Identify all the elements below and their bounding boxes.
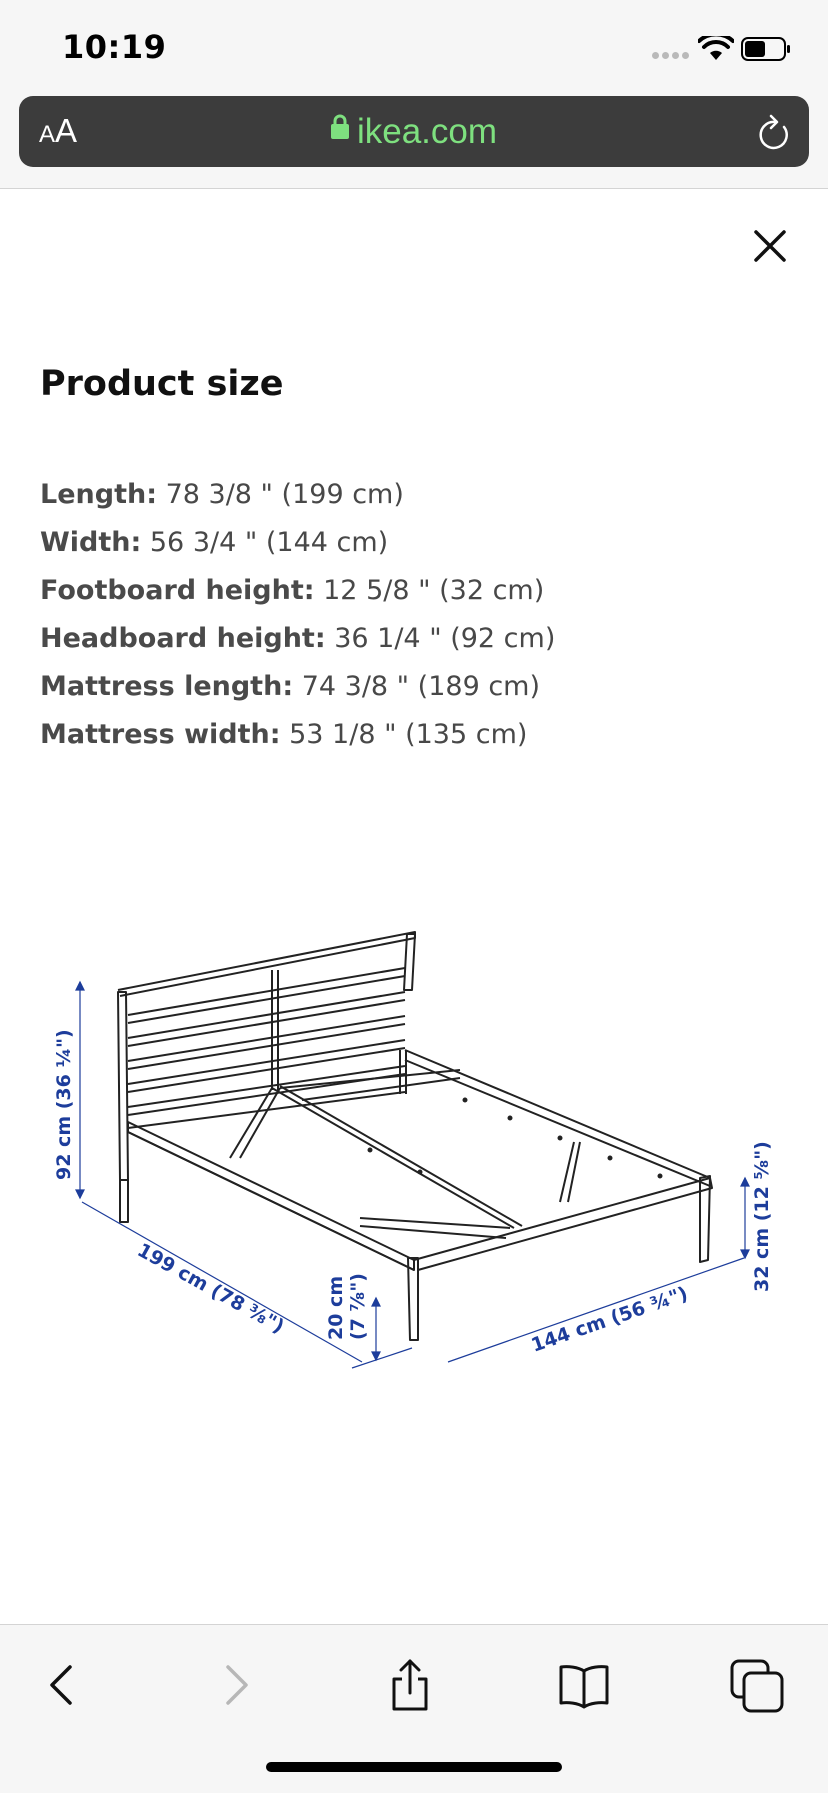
- dim-length: 199 cm (78 ³⁄₈"): [133, 1239, 288, 1338]
- tabs-icon[interactable]: [728, 1657, 788, 1713]
- lock-icon: [331, 114, 349, 140]
- close-icon[interactable]: [750, 226, 790, 266]
- dim-width: 144 cm (56 ¾"): [528, 1282, 691, 1357]
- dim-leg-height-in: (7 ⁷⁄₈"): [347, 1273, 369, 1340]
- page-title: Product size: [40, 364, 284, 404]
- text-size-button[interactable]: AA: [39, 112, 78, 149]
- bookmarks-icon[interactable]: [554, 1657, 614, 1713]
- home-indicator: [266, 1762, 562, 1772]
- share-icon[interactable]: [380, 1657, 440, 1713]
- url-text: ikea.com: [356, 112, 498, 151]
- spec-mattress-length: Mattress length: 74 3/8 " (189 cm): [40, 671, 541, 702]
- dim-leg-height-cm: 20 cm: [325, 1275, 347, 1340]
- wifi-icon: [698, 36, 734, 62]
- battery-icon: [741, 37, 791, 61]
- forward-icon[interactable]: [206, 1657, 266, 1713]
- spec-headboard-height: Headboard height: 36 1/4 " (92 cm): [40, 623, 556, 654]
- status-bar: [0, 0, 828, 95]
- url-display[interactable]: [19, 112, 809, 152]
- spec-mattress-width: Mattress width: 53 1/8 " (135 cm): [40, 719, 528, 750]
- reload-icon[interactable]: [755, 113, 791, 151]
- spec-footboard-height: Footboard height: 12 5/8 " (32 cm): [40, 575, 545, 606]
- spec-list: [40, 471, 555, 759]
- status-time: 10:19: [62, 28, 167, 66]
- back-icon[interactable]: [32, 1657, 92, 1713]
- dim-headboard-height: 92 cm (36 ¼"): [53, 1029, 75, 1180]
- dim-footboard-height: 32 cm (12 ⁵⁄₈"): [751, 1141, 773, 1292]
- bed-dimensions-diagram: [40, 920, 780, 1380]
- spec-width: Width: 56 3/4 " (144 cm): [40, 527, 389, 558]
- address-bar[interactable]: [19, 96, 809, 167]
- cellular-signal-icon: [652, 52, 689, 59]
- spec-length: Length: 78 3/8 " (199 cm): [40, 479, 404, 510]
